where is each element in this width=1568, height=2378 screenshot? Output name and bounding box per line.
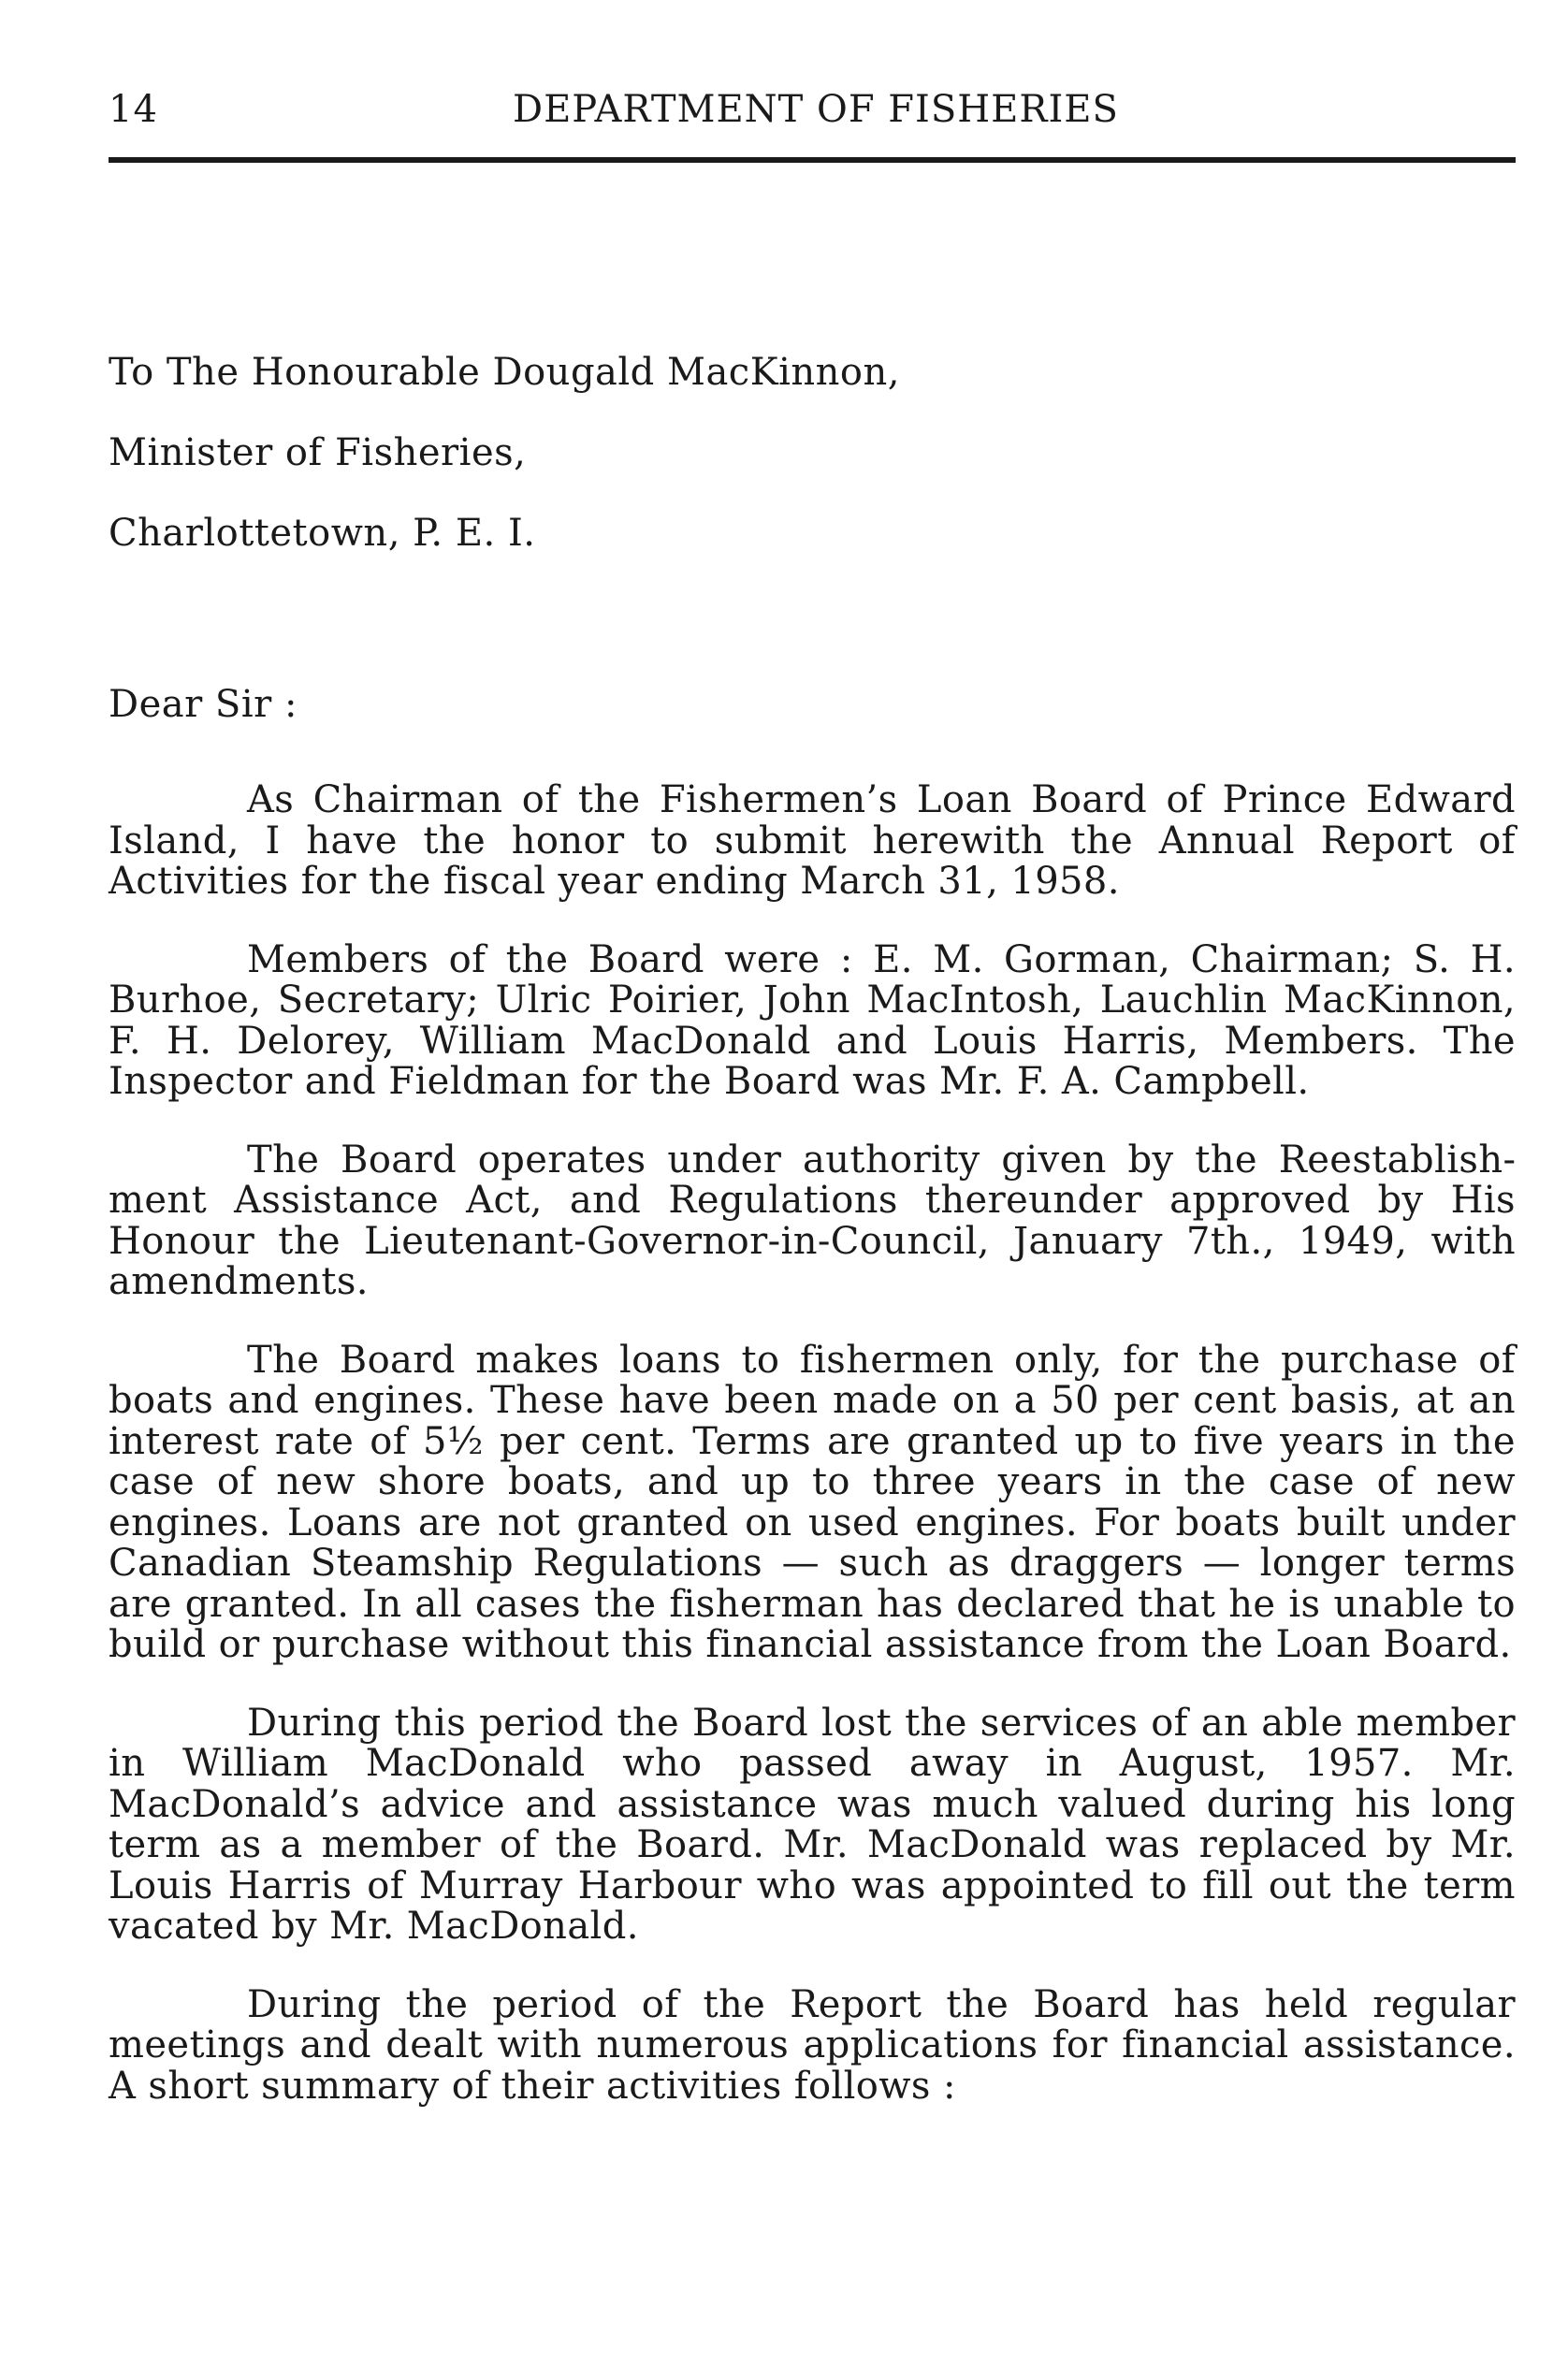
paragraph: The Board makes loans to fishermen only, for the purchase of boats and engines. These have been made on a 50 per cent basis, at an interest rate of 5½ per cent. Terms are granted up to five years in the case of new shore boats, and up to three years in the case of new engines. Loans are not granted on used engines. For boats built under Canadian Steamship Regulations — such as draggers — longer terms are granted. In all cases the fisherman has declared that he is unable to build or purchase without this financial assistance from the Loan Board. bbox=[109, 1338, 1516, 1666]
page-header bbox=[109, 88, 1516, 144]
letter-body bbox=[109, 780, 1516, 2107]
running-head: DEPARTMENT OF FISHERIES bbox=[513, 88, 1119, 131]
address-block bbox=[109, 352, 900, 593]
address-line-city: Charlottetown, P. E. I. bbox=[109, 512, 536, 555]
paragraph: During this period the Board lost the services of an able member in William MacDonald who passed away in August, 1957. Mr. MacDonald’s advice and assistance was much valued during his long term as a member of the Board. Mr. MacDonald was replaced by Mr. Louis Harris of Murray Harbour who was appointed to fill out the term vacated by Mr. MacDonald. bbox=[109, 1701, 1516, 1948]
address-line-recipient: To The Honourable Dougald MacKinnon, bbox=[109, 351, 900, 394]
salutation: Dear Sir : bbox=[109, 683, 298, 726]
paragraph: As Chairman of the Fishermen’s Loan Board of Prince Edward Island, I have the honor to submit herewith the Annual Report of Activities for the fiscal year ending March 31, 1958. bbox=[109, 778, 1516, 903]
page-number: 14 bbox=[109, 88, 158, 131]
paragraph: Members of the Board were : E. M. Gorman, Chairman; S. H. Burhoe, Secretary; Ulric Poirier, John MacIntosh, Lauchlin MacKinnon, F. H. Delorey, William MacDonald and Louis Harris, Members. The Inspector and Fieldman for the Board was Mr. F. A. Campbell. bbox=[109, 937, 1516, 1103]
header-rule bbox=[109, 157, 1516, 163]
paragraph: The Board operates under authority given by the Reestablishment Assistance Act, and Regulations thereunder approved by His Honour the Lieutenant-Governor-in-Council, January 7th., 1949, with amendments. bbox=[109, 1138, 1516, 1303]
address-line-title: Minister of Fisheries, bbox=[109, 431, 527, 474]
paragraph: During the period of the Report the Board has held regular meetings and dealt with numerous applications for financial assistance. A short summary of their activities follows : bbox=[109, 1982, 1516, 2108]
